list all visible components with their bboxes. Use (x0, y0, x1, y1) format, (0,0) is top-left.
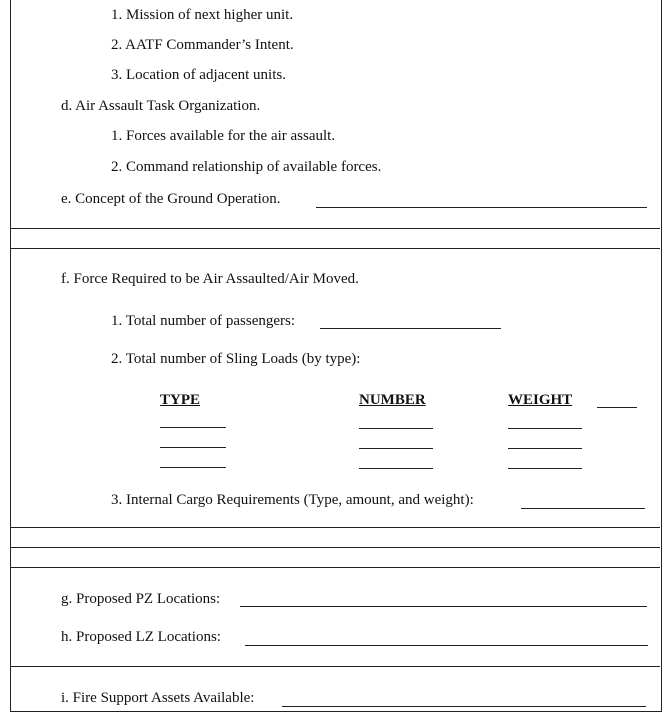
item-c1: 1. Mission of next higher unit. (111, 7, 294, 23)
item-i: i. Fire Support Assets Available: (61, 690, 255, 706)
item-g: g. Proposed PZ Locations: (61, 591, 221, 607)
item-d: d. Air Assault Task Organization. (61, 98, 261, 114)
item-f3: 3. Internal Cargo Requirements (Type, amount, and weight): (111, 492, 474, 508)
internal-cargo-line-3[interactable] (11, 547, 660, 548)
number-field-2[interactable] (359, 448, 433, 449)
weight-header: WEIGHT (508, 392, 573, 408)
type-header: TYPE (160, 392, 201, 408)
type-field-1[interactable] (160, 427, 226, 428)
concept-ground-field[interactable] (316, 207, 647, 208)
item-f: f. Force Required to be Air Assaulted/Air Moved. (61, 271, 359, 287)
item-d1: 1. Forces available for the air assault. (111, 128, 336, 144)
concept-ground-line-3[interactable] (11, 248, 660, 249)
item-c2: 2. AATF Commander’s Intent. (111, 37, 294, 53)
internal-cargo-line-2[interactable] (11, 527, 660, 528)
item-d2: 2. Command relationship of available forces. (111, 159, 382, 175)
internal-cargo-field[interactable] (521, 508, 645, 509)
internal-cargo-line-4[interactable] (11, 567, 660, 568)
weight-field-1[interactable] (508, 428, 582, 429)
concept-ground-line-2[interactable] (11, 228, 660, 229)
lz-locations-line-2[interactable] (11, 666, 660, 667)
item-c3: 3. Location of adjacent units. (111, 67, 286, 83)
number-field-1[interactable] (359, 428, 433, 429)
weight-field-2[interactable] (508, 448, 582, 449)
fire-support-field[interactable] (282, 706, 646, 707)
number-header: NUMBER (359, 392, 426, 408)
item-f1: 1. Total number of passengers: (111, 313, 296, 329)
item-e: e. Concept of the Ground Operation. (61, 191, 281, 207)
type-field-3[interactable] (160, 467, 226, 468)
type-field-2[interactable] (160, 447, 226, 448)
number-field-3[interactable] (359, 468, 433, 469)
passengers-field[interactable] (320, 328, 501, 329)
weight-extra-field[interactable] (597, 407, 637, 408)
lz-locations-field[interactable] (245, 645, 648, 646)
item-f2: 2. Total number of Sling Loads (by type): (111, 351, 361, 367)
weight-field-3[interactable] (508, 468, 582, 469)
item-h: h. Proposed LZ Locations: (61, 629, 221, 645)
pz-locations-field[interactable] (240, 606, 647, 607)
